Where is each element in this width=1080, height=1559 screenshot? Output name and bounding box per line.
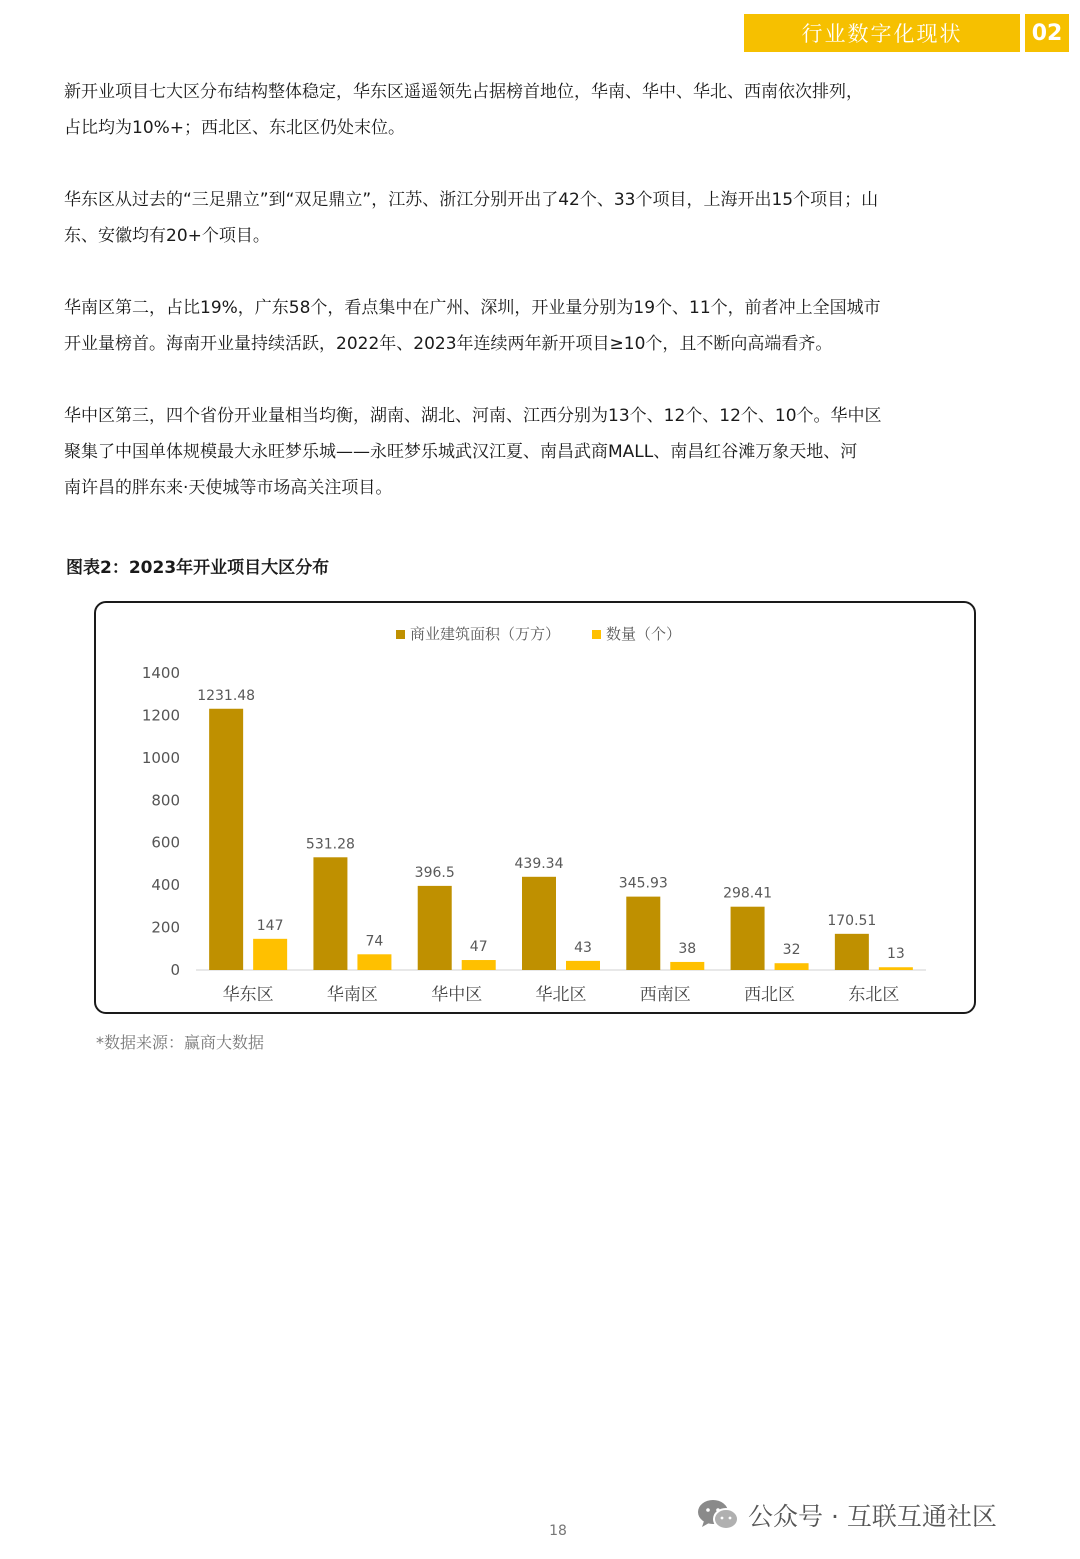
data-label-area: 396.5 — [414, 864, 455, 881]
paragraph-line: 占比均为10%+；西北区、东北区仍处末位。 — [64, 118, 406, 138]
data-label-count: 74 — [365, 933, 384, 950]
paragraph-line: 东、安徽均有20+个项目。 — [64, 226, 270, 246]
x-tick-label: 华北区 — [535, 985, 587, 1005]
y-tick-label: 1000 — [141, 748, 180, 767]
y-tick-label: 200 — [151, 918, 180, 937]
legend-label: 数量（个） — [606, 625, 682, 643]
paragraph-line: 新开业项目七大区分布结构整体稳定，华东区遥遥领先占据榜首地位，华南、华中、华北、西南依次排列， — [64, 82, 863, 102]
bar-area — [418, 886, 452, 970]
y-tick-label: 1400 — [141, 664, 180, 682]
paragraph-line: 开业量榜首。海南开业量持续活跃，2022年、2023年连续两年新开项目≥10个，且不断向高端看齐。 — [64, 334, 833, 354]
paragraph-1 — [64, 74, 1014, 146]
x-tick-label: 华中区 — [431, 985, 483, 1005]
data-label-area: 531.28 — [305, 836, 355, 853]
x-tick-label: 东北区 — [848, 985, 900, 1005]
y-tick-label: 0 — [170, 961, 180, 979]
paragraph-line: 华中区第三，四个省份开业量相当均衡，湖南、湖北、河南、江西分别为13个、12个、12个、10个。华中区 — [64, 406, 882, 426]
paragraph-3 — [64, 290, 1014, 362]
page-number: 18 — [549, 1523, 567, 1539]
watermark-text: 公众号 · 互联互通社区 — [748, 1502, 997, 1531]
bar-area — [313, 857, 347, 970]
data-label-area: 298.41 — [723, 885, 773, 902]
y-tick-label: 800 — [151, 791, 180, 810]
paragraph-line: 南许昌的胖东来·天使城等市场高关注项目。 — [64, 478, 393, 498]
bar-count — [253, 939, 287, 970]
bar-count — [775, 963, 809, 970]
data-source-note: *数据来源：赢商大数据 — [96, 1033, 265, 1052]
legend-swatch — [592, 630, 601, 639]
paragraph-line: 华东区从过去的“三足鼎立”到“双足鼎立”，江苏、浙江分别开出了42个、33个项目，上海开出15个项目；山 — [64, 190, 879, 210]
data-label-count: 13 — [886, 946, 905, 963]
y-tick-label: 400 — [151, 876, 180, 895]
section-number: 02 — [1025, 14, 1069, 52]
bar-area — [731, 907, 765, 970]
data-label-count: 43 — [574, 939, 592, 956]
bar-count — [462, 960, 496, 970]
y-tick-label: 600 — [151, 833, 180, 852]
bar-count — [670, 962, 704, 970]
bar-count — [566, 961, 600, 970]
paragraph-line: 华南区第二，占比19%，广东58个，看点集中在广州、深圳，开业量分别为19个、11个，前者冲上全国城市 — [64, 298, 881, 318]
y-tick-label: 1200 — [141, 706, 180, 725]
data-label-area: 439.34 — [514, 855, 564, 872]
paragraph-line: 聚集了中国单体规模最大永旺梦乐城——永旺梦乐城武汉江夏、南昌武商MALL、南昌红谷滩万象天地、河 — [64, 442, 858, 462]
data-label-area: 170.51 — [827, 912, 877, 929]
section-title: 行业数字化现状 — [744, 14, 1020, 52]
x-tick-label: 华南区 — [326, 985, 378, 1005]
legend-swatch — [396, 630, 405, 639]
data-label-count: 147 — [256, 917, 284, 934]
bar-area — [626, 897, 660, 970]
bar-area — [522, 877, 556, 970]
bar-count — [879, 967, 913, 970]
data-label-count: 47 — [469, 939, 488, 956]
chart-title: 图表2：2023年开业项目大区分布 — [66, 558, 330, 578]
bar-area — [835, 934, 869, 970]
x-tick-label: 西南区 — [639, 985, 691, 1005]
bar-chart — [96, 603, 974, 1012]
data-label-count: 38 — [678, 940, 697, 957]
bar-count — [357, 954, 391, 970]
data-label-count: 32 — [782, 942, 801, 959]
data-label-area: 1231.48 — [197, 687, 256, 704]
chart-frame — [94, 601, 976, 1014]
bar-area — [209, 709, 243, 970]
paragraph-4 — [64, 398, 1014, 506]
x-tick-label: 西北区 — [744, 985, 796, 1005]
paragraph-2 — [64, 182, 1014, 254]
data-label-area: 345.93 — [618, 875, 668, 892]
legend-label: 商业建筑面积（万方） — [410, 625, 561, 643]
x-tick-label: 华东区 — [222, 985, 274, 1005]
